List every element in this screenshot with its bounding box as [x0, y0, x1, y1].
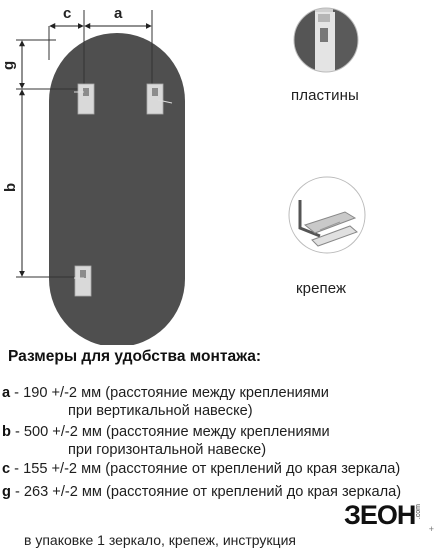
spec-text: - 190 +/-2 мм (расстояние между креплениями	[10, 385, 329, 401]
dim-a-label: a	[114, 5, 123, 22]
dim-g-label: g	[0, 60, 17, 70]
specs-heading: Размеры для удобства монтажа:	[8, 348, 262, 365]
brand-logo	[344, 500, 434, 540]
spec-text: - 500 +/-2 мм (расстояние между креплениями	[10, 424, 330, 440]
spec-row-c	[2, 461, 400, 477]
spec-row-g	[2, 484, 401, 500]
logo-domain: .com	[415, 504, 422, 520]
spec-row-b-cont: при горизонтальной навеске)	[68, 442, 267, 458]
logo-brand: ЗЕОН	[344, 500, 416, 530]
plates-label: пластины	[291, 87, 359, 104]
spec-key: g	[2, 484, 11, 500]
logo-suffix: +	[428, 524, 434, 534]
spec-key: b	[2, 424, 11, 440]
spec-text: - 155 +/-2 мм (расстояние от креплений до края зеркала)	[10, 461, 401, 477]
spec-key: c	[2, 461, 11, 477]
package-contents: в упаковке 1 зеркало, крепеж, инструкция	[24, 532, 296, 548]
plates-photo	[290, 5, 373, 80]
mounting-plate-bottom	[74, 266, 91, 296]
spec-text: - 263 +/-2 мм (расстояние от креплений до края зеркала)	[10, 484, 402, 500]
dim-c-label: c	[63, 5, 72, 22]
fasteners-label: крепеж	[296, 280, 347, 297]
fasteners-photo	[285, 175, 370, 255]
spec-row-a-cont: при вертикальной навеске)	[68, 403, 253, 419]
spec-row-b	[2, 424, 330, 440]
spec-row-a	[2, 385, 329, 401]
spec-key: a	[2, 385, 11, 401]
mirror-shape	[49, 33, 185, 345]
dim-b-label: b	[2, 182, 19, 192]
